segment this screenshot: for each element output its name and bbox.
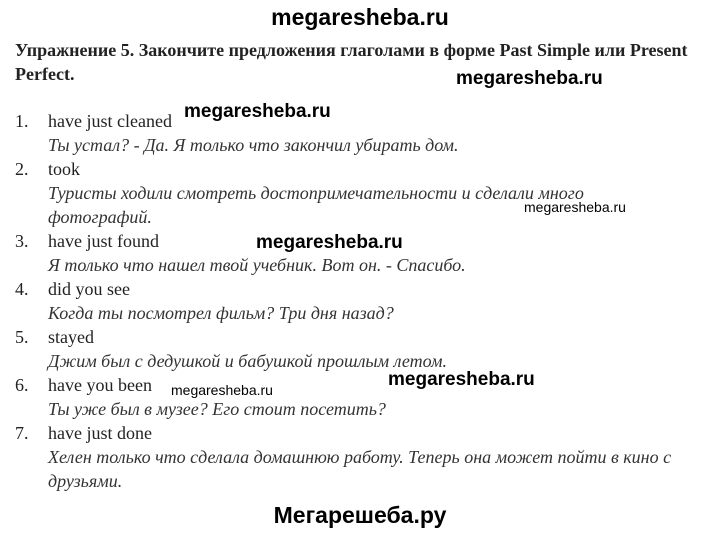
item-translation: Джим был с дедушкой и бабушкой прошлым летом. [48, 351, 447, 371]
item-number: 7. [15, 423, 29, 443]
item-translation: Ты уже был в музее? Его стоит посетить? [48, 399, 386, 419]
item-number: 6. [15, 375, 29, 395]
watermark: megaresheba.ru [456, 68, 603, 89]
item-translation: Хелен только что сделала домашнюю работу. Теперь она может пойти в кино с друзьями. [48, 447, 672, 491]
item-translation: Туристы ходили смотреть достопримечательности и сделали много фотографий. [48, 183, 584, 227]
item-answer: have just done [48, 423, 152, 443]
item-number: 1. [15, 111, 29, 131]
item-number: 3. [15, 231, 29, 251]
exercise-title: Упражнение 5. Закончите предложения глаголами в форме Past Simple или Present Perfect. [15, 40, 688, 84]
watermark: megaresheba.ru [184, 101, 331, 122]
item-answer: did you see [48, 279, 130, 299]
list-item [0, 373, 720, 421]
item-answer: have just cleaned [48, 111, 172, 131]
list-item [0, 421, 720, 493]
item-answer: stayed [48, 327, 94, 347]
watermark: megaresheba.ru [171, 382, 273, 398]
watermark-bottom: Мегарешеба.ру [273, 502, 447, 528]
watermark: megaresheba.ru [256, 232, 403, 253]
item-number: 2. [15, 159, 29, 179]
item-number: 5. [15, 327, 29, 347]
watermark: megaresheba.ru [388, 369, 535, 390]
item-translation: Я только что нашел твой учебник. Вот он. - Спасибо. [48, 255, 466, 275]
item-answer: took [48, 159, 81, 179]
list-item [0, 277, 720, 325]
list-item [0, 325, 720, 373]
item-translation: Когда ты посмотрел фильм? Три дня назад? [48, 303, 394, 323]
item-answer: have just found [48, 231, 159, 251]
list-item [0, 157, 720, 229]
item-number: 4. [15, 279, 29, 299]
answer-list [0, 109, 720, 493]
watermark: megaresheba.ru [524, 199, 626, 215]
item-translation: Ты устал? - Да. Я только что закончил убирать дом. [48, 135, 459, 155]
list-item [0, 109, 720, 157]
watermark-top: megaresheba.ru [271, 4, 449, 30]
item-answer: have you been [48, 375, 152, 395]
